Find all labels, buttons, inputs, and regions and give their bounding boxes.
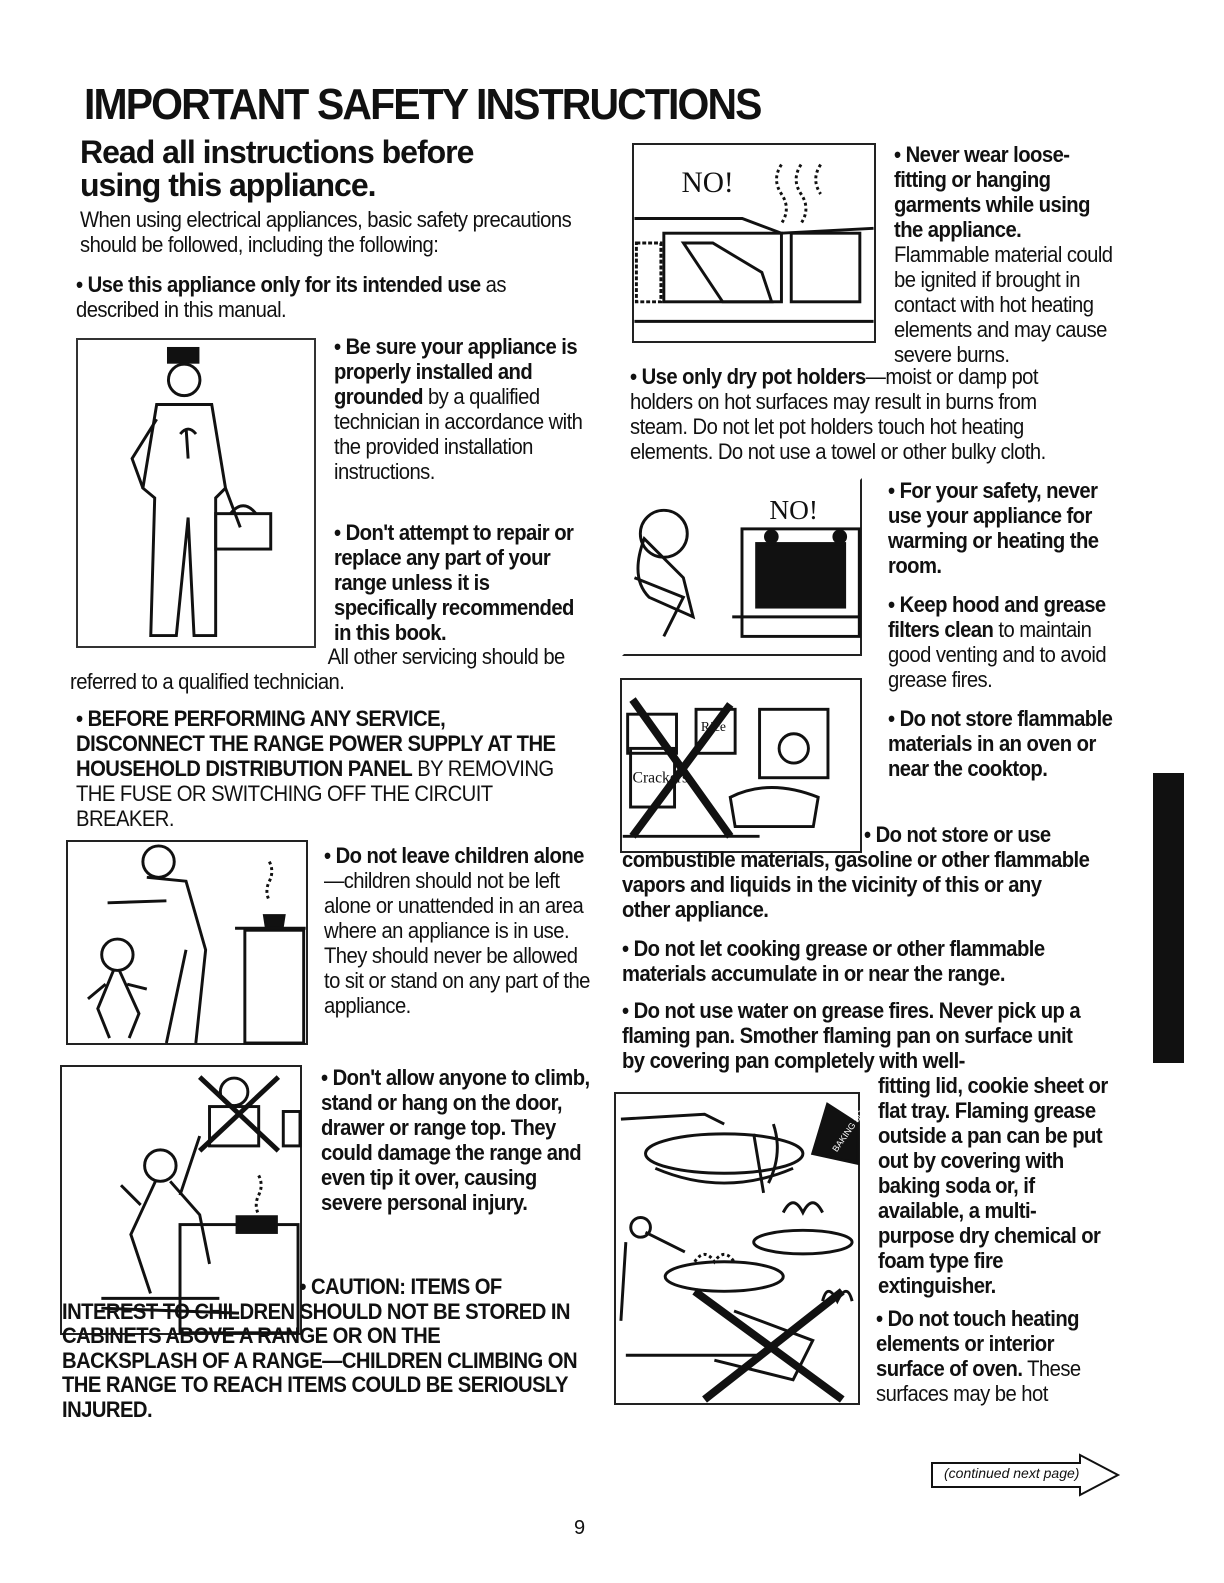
item-touch-elements-rest: These surfaces may be hot xyxy=(876,1356,1081,1406)
item-repair-bold: • Don't attempt to repair or replace any part of your range unless it is specifically recommended in this book. xyxy=(334,520,574,645)
item-intended-use xyxy=(76,272,577,322)
section-tab-marker xyxy=(1153,773,1184,1063)
intro-text xyxy=(80,207,577,257)
loose-clothing-illustration xyxy=(632,143,876,343)
intro-paragraph: When using electrical appliances, basic safety precautions should be followed, including the following: xyxy=(80,207,572,257)
item-hood xyxy=(888,592,1113,692)
item-pot-holders xyxy=(630,364,1095,464)
item-children-bold: • Do not leave children alone xyxy=(324,843,584,868)
item-hood-rest: to maintain good venting and to avoid grease fires. xyxy=(888,617,1107,692)
item-grounded xyxy=(334,334,593,484)
item-pot-holders-rest: —moist or damp pot holders on hot surfaces may result in burns from steam. Do not let pot holders touch hot heating elements. Do not use a towel or other bulky cloth. xyxy=(630,364,1046,464)
item-disconnect-bold: • BEFORE PERFORMING ANY SERVICE, DISCONNECT THE RANGE POWER SUPPLY AT THE HOUSEHOLD DISTRIBUTION PANEL xyxy=(76,706,556,781)
item-loose-clothing-rest: Flammable material could be ignited if brought in contact with hot heating elements and may cause severe burns. xyxy=(894,242,1113,367)
item-disconnect-rest: BY REMOVING THE FUSE OR SWITCHING OFF THE CIRCUIT BREAKER. xyxy=(76,756,554,831)
item-warming xyxy=(888,478,1113,578)
item-loose-clothing xyxy=(894,142,1115,367)
item-caution xyxy=(62,1275,577,1422)
item-hood-bold: • Keep hood and grease filters clean xyxy=(888,592,1106,642)
crackers-label: Crackers xyxy=(632,769,689,787)
no-label-2: NO! xyxy=(769,495,819,526)
item-disconnect xyxy=(76,706,577,831)
item-touch-elements xyxy=(876,1306,1108,1406)
item-repair xyxy=(334,520,593,645)
subtitle-text: Read all instructions before using this appliance. xyxy=(80,134,474,203)
item-pot-holders-bold: • Use only dry pot holders xyxy=(630,364,866,389)
continued-next-page xyxy=(930,1455,1120,1495)
item-warming-bold: • For your safety, never use your appliance for warming or heating the room. xyxy=(888,478,1099,578)
item-combustible-text: • Do not store or use combustible materials, gasoline or other flammable vapors and liquids in the vicinity of this or any other appliance. xyxy=(622,822,1090,922)
technician-illustration xyxy=(76,338,316,648)
item-water-grease-lower-text: fitting lid, cookie sheet or flat tray. Flaming grease outside a pan can be put out by covering with baking soda or, if available, a multi-purpose dry chemical or foam type fire extinguisher. xyxy=(878,1073,1108,1298)
grease-fire-illustration xyxy=(614,1092,874,1405)
item-touch-elements-bold: • Do not touch heating elements or interior surface of oven. xyxy=(876,1306,1079,1381)
item-loose-clothing-bold: • Never wear loose-fitting or hanging garments while using the appliance. xyxy=(894,142,1090,242)
continued-label: (continued next page) xyxy=(944,1465,1080,1481)
page-subtitle xyxy=(80,136,500,202)
item-store-flammable xyxy=(888,706,1113,781)
children-illustration xyxy=(66,840,308,1045)
item-water-grease-upper-text: • Do not use water on grease fires. Never pick up a flaming pan. Smother flaming pan on surface unit by covering pan completely with well- xyxy=(622,998,1081,1073)
item-grounded-bold: • Be sure your appliance is properly installed and grounded xyxy=(334,334,578,409)
baking-soda-label: BAKING SODA xyxy=(830,1097,874,1154)
item-grease-accumulate xyxy=(622,936,1093,986)
item-climb xyxy=(321,1065,592,1215)
rice-label: Rice xyxy=(700,718,726,734)
item-repair-rest xyxy=(70,644,581,694)
item-climb-bold: • Don't allow anyone to climb, stand or hang on the door, drawer or range top. They could damage the range and even tip it over, causing severe personal injury. xyxy=(321,1065,590,1215)
item-water-grease-lower xyxy=(878,1073,1110,1298)
item-caution-text: • CAUTION: ITEMS OF INTEREST TO CHILDREN SHOULD NOT BE STORED IN CABINETS ABOVE A RANGE OR ON THE BACKSPLASH OF A RANGE—CHILDREN CLIMBING ON THE RANGE TO REACH ITEMS COULD BE SERIOUSLY INJURED. xyxy=(62,1274,578,1422)
item-intended-use-rest: as described in this manual. xyxy=(76,272,506,322)
item-store-flammable-bold: • Do not store flammable materials in an oven or near the cooktop. xyxy=(888,706,1113,781)
item-repair-rest-text: All other servicing should be referred to a qualified technician. xyxy=(70,644,565,694)
item-grounded-rest: by a qualified technician in accordance with the provided installation instructions. xyxy=(334,384,583,484)
warming-room-illustration xyxy=(622,478,862,656)
item-grease-accumulate-text: • Do not let cooking grease or other flammable materials accumulate in or near the range. xyxy=(622,936,1045,986)
item-combustible xyxy=(622,822,1093,922)
page-number: 9 xyxy=(574,1517,586,1539)
item-water-grease-upper xyxy=(622,998,1091,1073)
item-children-rest: —children should not be left alone or unattended in an area where an appliance is in use. They should never be allowed to sit or stand on any part of the appliance. xyxy=(324,868,590,1018)
no-label-1: NO! xyxy=(681,167,734,200)
item-intended-use-bold: • Use this appliance only for its intended use xyxy=(76,272,481,297)
page-title: IMPORTANT SAFETY INSTRUCTIONS xyxy=(84,80,761,129)
item-children xyxy=(324,843,593,1018)
